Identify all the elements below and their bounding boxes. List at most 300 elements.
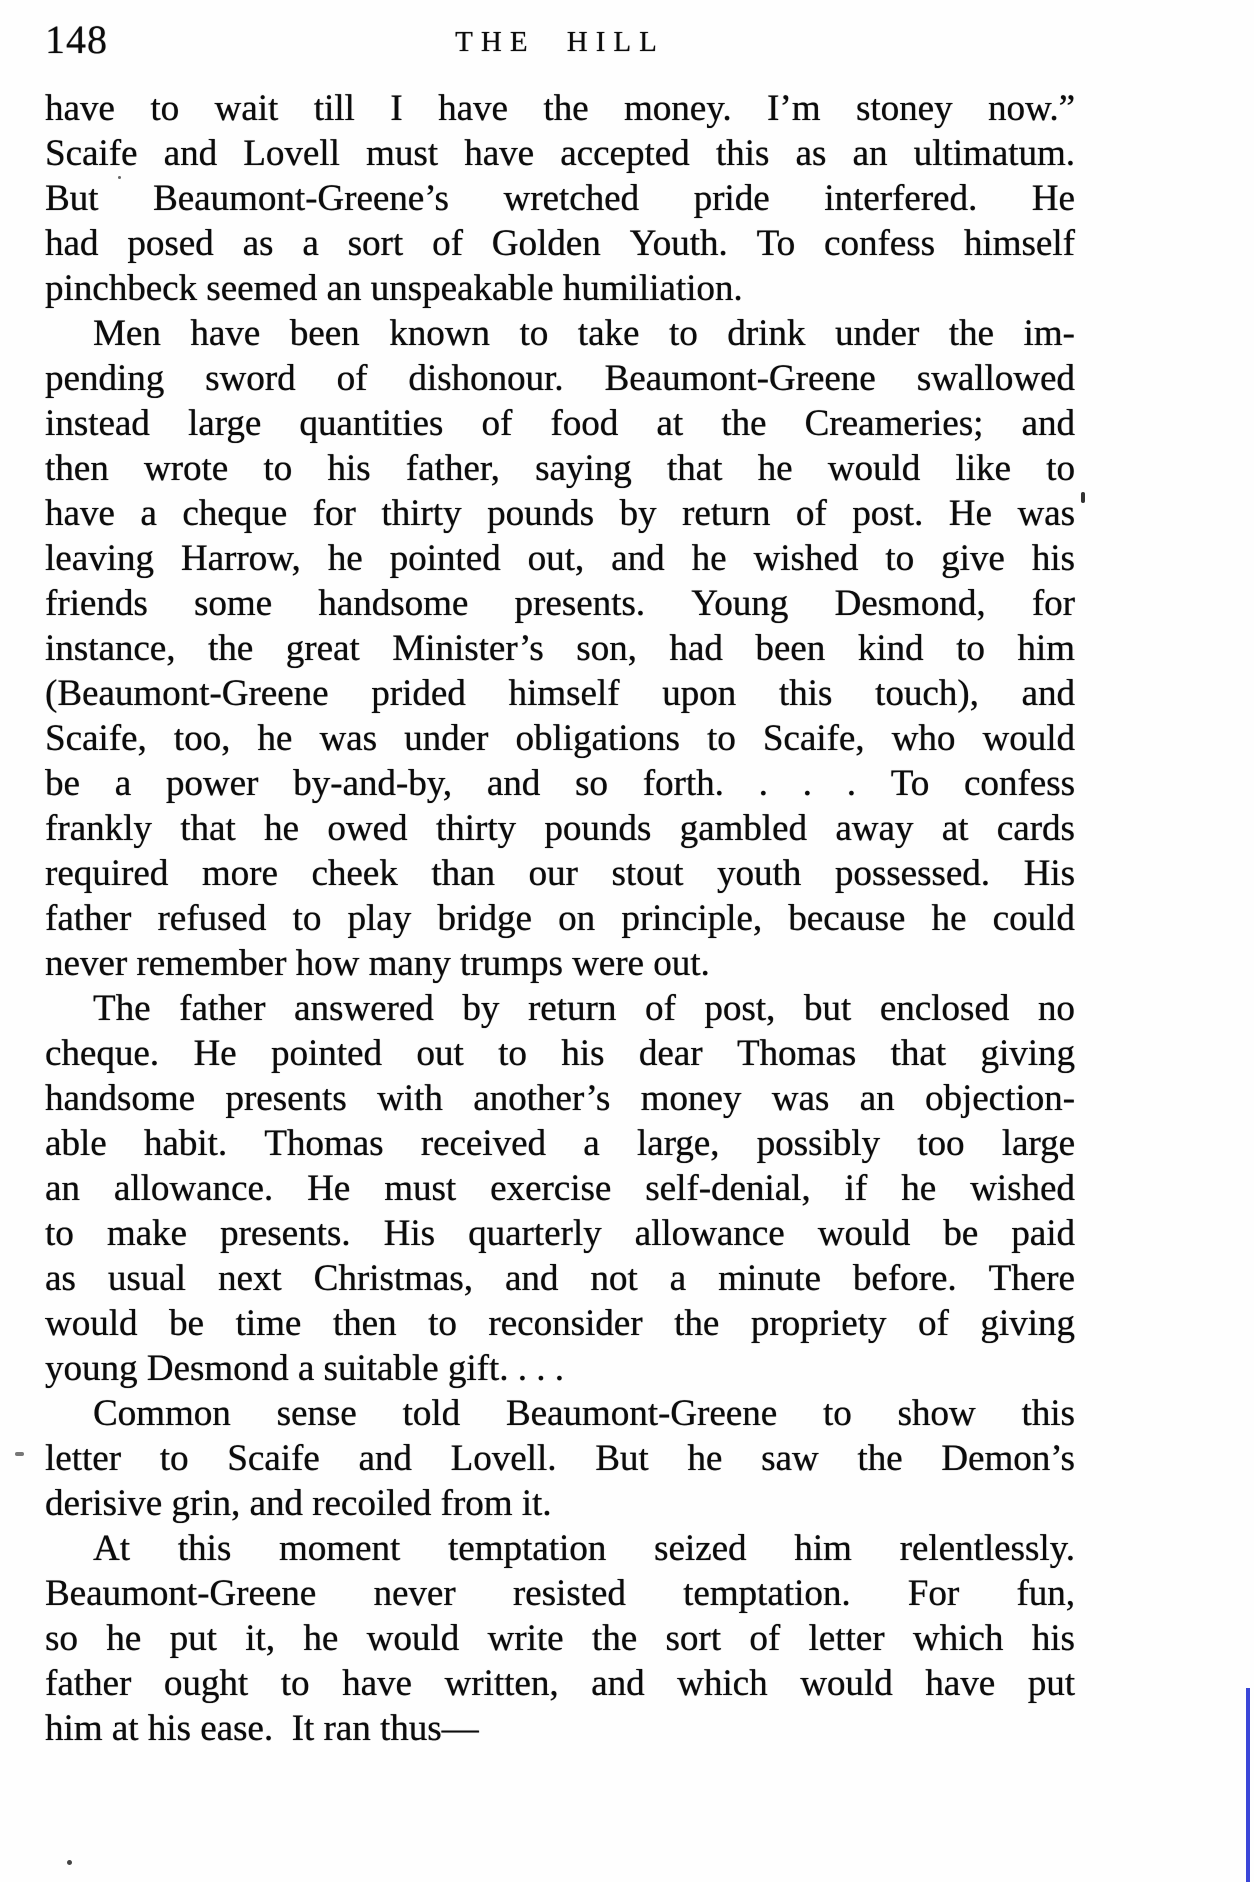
word: have <box>342 1663 412 1704</box>
text-line <box>45 1076 1075 1121</box>
word: temptation. <box>683 1573 851 1614</box>
text-line <box>45 1166 1075 1211</box>
word: swallowed <box>916 358 1075 399</box>
word: he <box>106 1618 142 1659</box>
word: show <box>897 1393 976 1434</box>
word: himself <box>963 223 1075 264</box>
word: pounds <box>487 493 594 534</box>
word: exercise <box>490 1168 612 1209</box>
word: to <box>150 88 180 129</box>
word: possibly <box>756 1123 880 1164</box>
text-line <box>45 1391 1075 1436</box>
word: have <box>925 1663 996 1704</box>
word: letter <box>45 1438 122 1479</box>
word: Minister’s <box>392 628 544 669</box>
text-line <box>45 446 1075 491</box>
word: told <box>402 1393 461 1434</box>
word: an <box>859 1078 895 1119</box>
word: Lovell <box>243 133 340 174</box>
page-header <box>45 18 1075 64</box>
text-line <box>45 356 1075 401</box>
word: and <box>504 1258 559 1299</box>
word: was <box>319 718 377 759</box>
word: because <box>788 898 906 939</box>
word: Scaife, <box>762 718 865 759</box>
word: more <box>201 853 278 894</box>
paragraph <box>45 311 1075 986</box>
word: father <box>45 898 132 939</box>
word: to <box>263 448 293 489</box>
word: sort <box>665 1618 721 1659</box>
text-line <box>45 806 1075 851</box>
word: letter <box>808 1618 885 1659</box>
word: allowance <box>634 1213 785 1254</box>
word: give <box>941 538 1005 579</box>
word: paid <box>1011 1213 1075 1254</box>
word: he <box>687 1438 723 1479</box>
word: too, <box>173 718 231 759</box>
word: be <box>943 1213 979 1254</box>
text-line <box>45 986 1075 1031</box>
word: on <box>558 898 596 939</box>
word: would <box>366 1618 460 1659</box>
text-line <box>45 536 1075 581</box>
word: Beaumont-Greene <box>505 1393 778 1434</box>
word: upon <box>662 673 737 714</box>
word: the <box>591 1618 638 1659</box>
word: away <box>835 808 914 849</box>
text-line <box>45 1571 1075 1616</box>
page-body <box>45 86 1075 1751</box>
word: . <box>846 763 856 804</box>
word: ought <box>163 1663 249 1704</box>
word: which <box>912 1618 1004 1659</box>
word: it, <box>245 1618 276 1659</box>
word: by-and-by, <box>293 763 453 804</box>
text-line <box>45 581 1075 626</box>
word: son, <box>576 628 637 669</box>
word: prided <box>371 673 466 714</box>
word: large <box>1001 1123 1075 1164</box>
word: the <box>674 1303 720 1344</box>
word: out, <box>527 538 585 579</box>
word: which <box>677 1663 768 1704</box>
word: pointed <box>389 538 501 579</box>
word: as <box>45 1258 76 1299</box>
word: fun, <box>1016 1573 1075 1614</box>
word: pointed <box>271 1033 382 1074</box>
word: handsome <box>318 583 469 624</box>
word: an <box>45 1168 80 1209</box>
word: this <box>715 133 770 174</box>
text-line <box>45 896 1075 941</box>
word: propriety <box>750 1303 887 1344</box>
word: allowance. <box>113 1168 274 1209</box>
running-title: THE HILL <box>455 26 665 58</box>
word: kind <box>857 628 924 669</box>
word: now.” <box>988 88 1075 129</box>
word: so <box>45 1618 78 1659</box>
word: for <box>312 493 356 534</box>
word: wretched <box>503 178 640 219</box>
word: he <box>257 718 293 759</box>
text-line <box>45 131 1075 176</box>
word: quantities <box>299 403 444 444</box>
word: touch), <box>875 673 979 714</box>
word: There <box>988 1258 1075 1299</box>
word: To <box>756 223 796 264</box>
word: quarterly <box>468 1213 602 1254</box>
word: post. <box>852 493 924 534</box>
word: saw <box>761 1438 819 1479</box>
word: at <box>941 808 969 849</box>
word: put <box>169 1618 217 1659</box>
word: and <box>1021 403 1075 444</box>
word: write <box>487 1618 564 1659</box>
word: At <box>93 1528 130 1569</box>
word: would <box>827 448 921 489</box>
word: Thomas <box>264 1123 384 1164</box>
word: drink <box>727 313 806 354</box>
word: this <box>1021 1393 1075 1434</box>
text-line <box>45 716 1075 761</box>
text-line <box>45 1031 1075 1076</box>
word: known <box>389 313 490 354</box>
word: the <box>543 88 589 129</box>
word: put <box>1027 1663 1075 1704</box>
word: to <box>519 313 549 354</box>
word: received <box>420 1123 547 1164</box>
word: would <box>45 1303 138 1344</box>
word: of <box>481 403 513 444</box>
word: the <box>857 1438 903 1479</box>
word: to <box>45 1213 74 1254</box>
text-line <box>45 1211 1075 1256</box>
word: moment <box>279 1528 401 1569</box>
word: till <box>313 88 355 129</box>
word: Men <box>93 313 161 354</box>
word: not <box>590 1258 638 1299</box>
word: and <box>358 1438 412 1479</box>
word: power <box>165 763 259 804</box>
word: out <box>416 1033 464 1074</box>
word: post, <box>704 988 776 1029</box>
word: He <box>307 1168 351 1209</box>
page-number: 148 <box>45 17 108 62</box>
word: was <box>771 1078 830 1119</box>
word: presents. <box>220 1213 351 1254</box>
word: would <box>817 1213 911 1254</box>
word: to <box>706 718 736 759</box>
word: under <box>834 313 920 354</box>
word: possessed. <box>834 853 991 894</box>
word: was <box>1017 493 1075 534</box>
word: Beaumont-Greene <box>45 1573 317 1614</box>
word: he <box>931 898 967 939</box>
word: For <box>907 1573 960 1614</box>
word: Desmond, <box>834 583 986 624</box>
word: too <box>917 1123 965 1164</box>
word: of <box>917 1303 949 1344</box>
text-line <box>45 1526 1075 1571</box>
word: instead <box>45 403 150 444</box>
word: time <box>235 1303 302 1344</box>
scan-speck <box>1081 492 1085 503</box>
word: temptation <box>448 1528 607 1569</box>
word: saying <box>535 448 632 489</box>
word: friends <box>45 583 148 624</box>
word: cheque. <box>45 1033 160 1074</box>
word: an <box>852 133 888 174</box>
text-line <box>45 1436 1075 1481</box>
word: must <box>384 1168 457 1209</box>
word: Common <box>93 1393 231 1434</box>
text-line <box>45 1256 1075 1301</box>
word: self-denial, <box>645 1168 811 1209</box>
word: return <box>682 493 771 534</box>
word: giving <box>980 1033 1075 1074</box>
word: objection- <box>924 1078 1075 1119</box>
word: by <box>619 493 657 534</box>
word: sense <box>276 1393 357 1434</box>
word: wished <box>970 1168 1075 1209</box>
word: pounds <box>544 808 652 849</box>
word: he <box>303 1618 339 1659</box>
word: a <box>302 223 319 264</box>
word: play <box>347 898 412 939</box>
word: the <box>721 403 767 444</box>
word: like <box>955 448 1011 489</box>
word: . <box>802 763 812 804</box>
word: habit. <box>143 1123 228 1164</box>
text-line <box>45 86 1075 131</box>
word: with <box>377 1078 443 1119</box>
word: resisted <box>512 1573 626 1614</box>
word: to <box>292 898 322 939</box>
text-line <box>45 491 1075 536</box>
word: he <box>264 808 299 849</box>
word: Scaife, <box>45 718 147 759</box>
word: . <box>758 763 768 804</box>
word: this <box>778 673 833 714</box>
word: reconsider <box>488 1303 643 1344</box>
word: leaving <box>45 538 154 579</box>
word: have <box>45 88 115 129</box>
text-line <box>45 626 1075 671</box>
word: have <box>190 313 261 354</box>
word: take <box>577 313 640 354</box>
word: money. <box>624 88 732 129</box>
word: never <box>373 1573 456 1614</box>
word: been <box>289 313 360 354</box>
word: Beaumont-Greene’s <box>153 178 449 219</box>
word: who <box>891 718 956 759</box>
text-line: pinchbeck seemed an unspeakable humiliation. <box>45 268 743 309</box>
word: youth <box>716 853 802 894</box>
word: have <box>45 493 115 534</box>
word: ultimatum. <box>913 133 1075 174</box>
word: as <box>242 223 274 264</box>
text-line <box>45 761 1075 806</box>
word: no <box>1037 988 1075 1029</box>
word: a <box>583 1123 600 1164</box>
word: to <box>498 1033 527 1074</box>
word: Young <box>691 583 789 624</box>
paragraph <box>45 1391 1075 1526</box>
word: to <box>956 628 985 669</box>
word: I’m <box>767 88 821 129</box>
word: instance, <box>45 628 176 669</box>
word: that <box>890 1033 947 1074</box>
word: thirty <box>381 493 462 534</box>
word: have <box>438 88 508 129</box>
text-line: never remember how many trumps were out. <box>45 943 710 984</box>
paragraph <box>45 1526 1075 1751</box>
word: be <box>169 1303 204 1344</box>
word: cheque <box>182 493 288 534</box>
word: that <box>180 808 236 849</box>
word: of <box>795 493 827 534</box>
word: his <box>1031 538 1075 579</box>
word: father <box>179 988 266 1029</box>
word: to <box>885 538 915 579</box>
word: Youth. <box>629 223 728 264</box>
word: but <box>803 988 852 1029</box>
word: stoney <box>855 88 953 129</box>
word: this <box>177 1528 232 1569</box>
word: posed <box>127 223 214 264</box>
word: of <box>644 988 676 1029</box>
word: Golden <box>491 223 601 264</box>
word: and <box>486 763 541 804</box>
scan-speck <box>67 1860 72 1865</box>
word: he <box>327 538 363 579</box>
word: He <box>948 493 992 534</box>
word: stout <box>611 853 684 894</box>
word: seized <box>654 1528 747 1569</box>
word: confess <box>824 223 935 264</box>
word: to <box>159 1438 189 1479</box>
word: wait <box>214 88 279 129</box>
word: large <box>187 403 262 444</box>
text-line <box>45 1616 1075 1661</box>
word: refused <box>157 898 267 939</box>
word: had <box>669 628 723 669</box>
word: Lovell. <box>450 1438 557 1479</box>
text-line: derisive grin, and recoiled from it. <box>45 1483 552 1524</box>
word: But <box>595 1438 649 1479</box>
paragraph <box>45 86 1075 311</box>
word: have <box>464 133 535 174</box>
text-line <box>45 401 1075 446</box>
word: next <box>217 1258 282 1299</box>
word: him <box>794 1528 852 1569</box>
word: of <box>432 223 463 264</box>
paragraph <box>45 986 1075 1391</box>
word: usual <box>107 1258 186 1299</box>
text-line: him at his ease. It ran thus— <box>45 1708 479 1749</box>
word: to <box>668 313 698 354</box>
word: and <box>591 1663 645 1704</box>
word: Scaife <box>227 1438 320 1479</box>
word: relentlessly. <box>899 1528 1075 1569</box>
word: a <box>114 763 132 804</box>
scan-edge-line <box>1246 1688 1250 1882</box>
word: wished <box>753 538 859 579</box>
word: would <box>982 718 1075 759</box>
word: written, <box>444 1663 559 1704</box>
text-line <box>45 671 1075 716</box>
word: He <box>1031 178 1075 219</box>
word: food <box>550 403 619 444</box>
word: The <box>93 988 151 1029</box>
word: owed <box>327 808 408 849</box>
word: accepted <box>560 133 690 174</box>
word: enclosed <box>879 988 1010 1029</box>
word: that <box>666 448 723 489</box>
word: the <box>208 628 254 669</box>
word: so <box>575 763 608 804</box>
word: father <box>45 1663 132 1704</box>
word: Thomas <box>736 1033 857 1074</box>
word: I <box>390 88 403 129</box>
word: if <box>844 1168 868 1209</box>
word: obligations <box>515 718 680 759</box>
word: to <box>822 1393 852 1434</box>
word: But <box>45 178 99 219</box>
word: he <box>757 448 793 489</box>
word: of <box>749 1618 781 1659</box>
word: Christmas, <box>313 1258 473 1299</box>
word: giving <box>980 1303 1075 1344</box>
word: pride <box>693 178 770 219</box>
text-line: young Desmond a suitable gift. . . . <box>45 1348 564 1389</box>
word: handsome <box>45 1078 196 1119</box>
word: father, <box>405 448 500 489</box>
word: another’s <box>473 1078 611 1119</box>
text-line <box>45 1301 1075 1346</box>
scan-speck <box>118 176 121 179</box>
text-line <box>45 311 1075 356</box>
word: presents <box>225 1078 347 1119</box>
word: a <box>669 1258 687 1299</box>
word: his <box>1031 1618 1075 1659</box>
word: his <box>327 448 371 489</box>
word: wrote <box>143 448 229 489</box>
word: return <box>527 988 617 1029</box>
word: to <box>428 1303 457 1344</box>
word: dishonour. <box>408 358 564 399</box>
word: as <box>795 133 827 174</box>
word: great <box>285 628 360 669</box>
word: some <box>193 583 273 624</box>
word: his <box>561 1033 605 1074</box>
word: im- <box>1023 313 1075 354</box>
word: under <box>404 718 489 759</box>
word: Harrow, <box>180 538 301 579</box>
word: be <box>45 763 80 804</box>
word: by <box>462 988 500 1029</box>
word: confess <box>964 763 1075 804</box>
word: Beaumont-Greene <box>604 358 876 399</box>
word: sword <box>205 358 296 399</box>
word: to <box>280 1663 310 1704</box>
word: His <box>1023 853 1075 894</box>
word: (Beaumont-Greene <box>45 673 329 714</box>
word: then <box>45 448 109 489</box>
word: cards <box>996 808 1075 849</box>
word: large, <box>636 1123 720 1164</box>
